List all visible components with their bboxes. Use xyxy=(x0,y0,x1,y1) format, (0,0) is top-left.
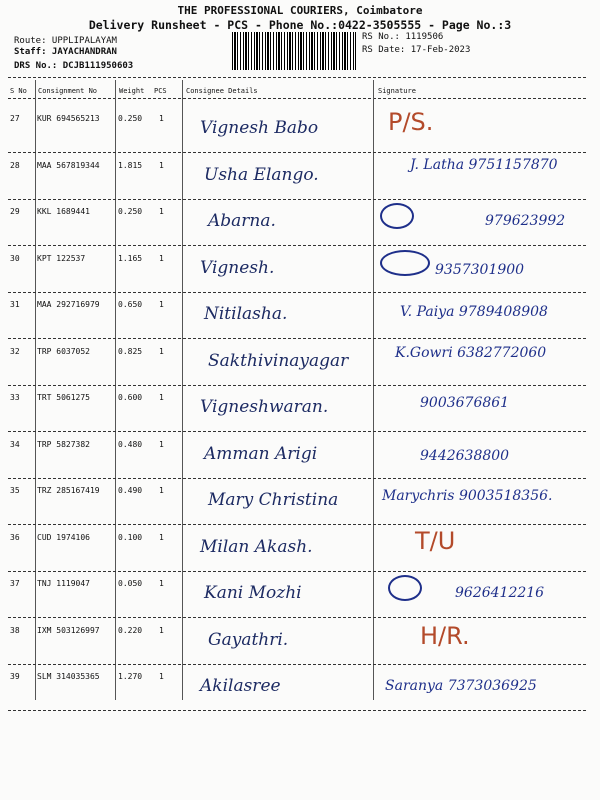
row-sno: 38 xyxy=(10,626,20,635)
row-weight: 0.220 xyxy=(118,626,143,635)
row-sno: 28 xyxy=(10,161,20,170)
signature-handwritten: H/R. xyxy=(420,622,470,650)
row-pcs: 1 xyxy=(159,161,164,170)
runsheet-title: Delivery Runsheet - PCS - Phone No.:0422-3505555 - Page No.:3 xyxy=(88,18,512,32)
row-pcs: 1 xyxy=(159,114,164,123)
row-pcs: 1 xyxy=(159,347,164,356)
consignee-name-handwritten: Vigneshwaran. xyxy=(200,397,329,417)
consignee-name-handwritten: Abarna. xyxy=(208,211,276,231)
col-header-pcs: PCS xyxy=(154,87,167,95)
signature-handwritten: 9442638800 xyxy=(420,448,510,464)
row-divider xyxy=(8,571,586,572)
signature-handwritten: V. Paiya 9789408908 xyxy=(400,304,548,320)
barcode-image xyxy=(232,32,356,70)
row-divider xyxy=(8,617,586,618)
row-divider xyxy=(8,292,586,293)
row-divider xyxy=(8,245,586,246)
row-pcs: 1 xyxy=(159,672,164,681)
signature-handwritten: P/S. xyxy=(388,108,434,136)
route-label: Route: UPPLIPALAYAM xyxy=(14,36,117,46)
row-consignment-no: TRP 6037052 xyxy=(37,347,90,356)
row-pcs: 1 xyxy=(159,254,164,263)
row-pcs: 1 xyxy=(159,393,164,402)
signature-handwritten: 9626412216 xyxy=(455,585,545,601)
consignee-name-handwritten: Amman Arigi xyxy=(204,444,318,464)
row-weight: 0.050 xyxy=(118,579,143,588)
row-consignment-no: TRT 5061275 xyxy=(37,393,90,402)
company-title: THE PROFESSIONAL COURIERS, Coimbatore xyxy=(177,4,423,17)
signature-handwritten: J. Latha 9751157870 xyxy=(410,157,558,173)
header-rule-bottom xyxy=(8,98,586,99)
signature-handwritten: 979623992 xyxy=(485,213,566,229)
signature-handwritten: Marychris 9003518356. xyxy=(382,488,553,504)
signature-handwritten: Saranya 7373036925 xyxy=(385,678,537,694)
col-header-sno: S No xyxy=(10,87,27,95)
column-divider xyxy=(115,80,116,700)
signature-handwritten: T/U xyxy=(415,527,456,555)
row-consignment-no: MAA 567819344 xyxy=(37,161,100,170)
row-sno: 34 xyxy=(10,440,20,449)
signature-scribble xyxy=(388,575,422,601)
signature-handwritten: K.Gowri 6382772060 xyxy=(395,345,547,361)
row-pcs: 1 xyxy=(159,486,164,495)
rs-date: RS Date: 17-Feb-2023 xyxy=(362,45,471,55)
signature-handwritten: 9003676861 xyxy=(420,395,510,411)
row-divider xyxy=(8,338,586,339)
row-pcs: 1 xyxy=(159,207,164,216)
row-sno: 35 xyxy=(10,486,20,495)
row-divider xyxy=(8,664,586,665)
signature-scribble xyxy=(380,203,414,229)
row-divider xyxy=(8,431,586,432)
row-divider xyxy=(8,478,586,479)
row-sno: 30 xyxy=(10,254,20,263)
rs-number: RS No.: 1119506 xyxy=(362,32,444,42)
row-consignment-no: SLM 314035365 xyxy=(37,672,100,681)
row-weight: 1.815 xyxy=(118,161,143,170)
row-pcs: 1 xyxy=(159,579,164,588)
row-consignment-no: MAA 292716979 xyxy=(37,300,100,309)
row-sno: 27 xyxy=(10,114,20,123)
row-weight: 0.480 xyxy=(118,440,143,449)
row-consignment-no: TRZ 285167419 xyxy=(37,486,100,495)
col-header-details: Consignee Details xyxy=(186,87,258,95)
row-sno: 32 xyxy=(10,347,20,356)
row-consignment-no: TRP 5827382 xyxy=(37,440,90,449)
consignee-name-handwritten: Akilasree xyxy=(200,676,281,696)
row-consignment-no: IXM 503126997 xyxy=(37,626,100,635)
row-sno: 29 xyxy=(10,207,20,216)
row-weight: 0.600 xyxy=(118,393,143,402)
row-weight: 1.165 xyxy=(118,254,143,263)
row-pcs: 1 xyxy=(159,300,164,309)
row-consignment-no: KKL 1689441 xyxy=(37,207,90,216)
row-consignment-no: CUD 1974106 xyxy=(37,533,90,542)
row-pcs: 1 xyxy=(159,440,164,449)
row-divider xyxy=(8,152,586,153)
row-sno: 37 xyxy=(10,579,20,588)
row-weight: 1.270 xyxy=(118,672,143,681)
staff-label: Staff: JAYACHANDRAN xyxy=(14,47,117,57)
row-pcs: 1 xyxy=(159,626,164,635)
row-sno: 33 xyxy=(10,393,20,402)
col-header-consignment: Consignment No xyxy=(38,87,98,95)
row-consignment-no: KPT 122537 xyxy=(37,254,86,263)
col-header-weight: Weight xyxy=(119,87,145,95)
row-divider xyxy=(8,199,586,200)
col-header-signature: Signature xyxy=(378,87,416,95)
consignee-name-handwritten: Milan Akash. xyxy=(200,537,313,557)
consignee-name-handwritten: Kani Mozhi xyxy=(204,583,302,603)
row-consignment-no: KUR 694565213 xyxy=(37,114,100,123)
row-divider xyxy=(8,524,586,525)
consignee-name-handwritten: Vignesh. xyxy=(200,258,275,278)
drs-number: DRS No.: DCJB111950603 xyxy=(14,61,134,71)
row-consignment-no: TNJ 1119047 xyxy=(37,579,90,588)
column-divider xyxy=(35,80,36,700)
consignee-name-handwritten: Mary Christina xyxy=(208,490,339,510)
row-weight: 0.490 xyxy=(118,486,143,495)
consignee-name-handwritten: Sakthivinayagar xyxy=(208,351,349,371)
consignee-name-handwritten: Nitilasha. xyxy=(204,304,288,324)
row-weight: 0.100 xyxy=(118,533,143,542)
column-divider xyxy=(373,80,374,700)
signature-scribble xyxy=(380,250,430,276)
row-divider xyxy=(8,385,586,386)
consignee-name-handwritten: Vignesh Babo xyxy=(200,118,319,138)
row-divider xyxy=(8,710,586,711)
row-weight: 0.650 xyxy=(118,300,143,309)
row-weight: 0.250 xyxy=(118,207,143,216)
row-pcs: 1 xyxy=(159,533,164,542)
row-weight: 0.250 xyxy=(118,114,143,123)
consignee-name-handwritten: Usha Elango. xyxy=(204,165,319,185)
column-divider xyxy=(182,80,183,700)
header-rule-top xyxy=(8,77,586,78)
row-sno: 31 xyxy=(10,300,20,309)
row-weight: 0.825 xyxy=(118,347,143,356)
signature-handwritten: 9357301900 xyxy=(435,262,525,278)
consignee-name-handwritten: Gayathri. xyxy=(208,630,289,650)
row-sno: 39 xyxy=(10,672,20,681)
row-sno: 36 xyxy=(10,533,20,542)
